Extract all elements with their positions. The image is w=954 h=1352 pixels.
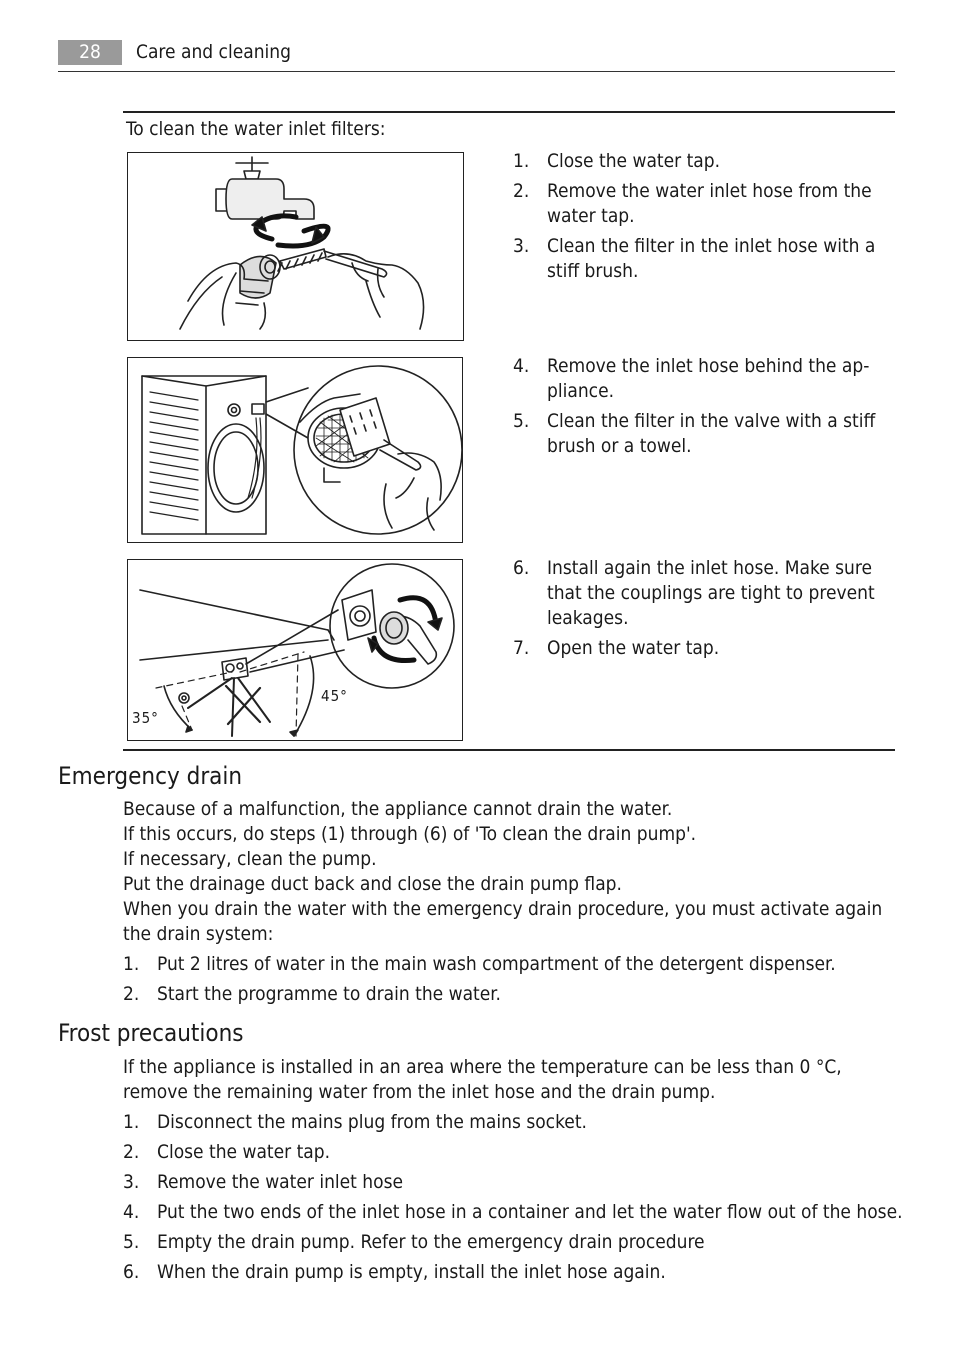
- list-item: 5. Clean the filter in the valve with a stiff brush or a towel.: [513, 410, 876, 457]
- list-item: 3. Clean the filter in the inlet hose with a stiff brush.: [513, 235, 876, 282]
- list-item: 6. Install again the inlet hose. Make sure that the couplings are tight to prevent leakages.: [513, 557, 875, 629]
- list-item: 2. Remove the water inlet hose from the water tap.: [513, 180, 872, 227]
- list-item: 1. Disconnect the mains plug from the mains socket.: [123, 1111, 587, 1133]
- figure-valve-filter-brush: [127, 357, 463, 543]
- paragraph: If necessary, clean the pump.: [123, 848, 377, 870]
- list-item: 1. Put 2 litres of water in the main wash compartment of the detergent dispenser.: [123, 953, 836, 975]
- box-bottom-divider: [123, 749, 895, 751]
- header-divider: [58, 71, 895, 72]
- list-item: 5. Empty the drain pump. Refer to the emergency drain procedure: [123, 1231, 705, 1253]
- frost-precautions-steps: [123, 1110, 903, 1290]
- list-item: 2. Close the water tap.: [123, 1141, 331, 1163]
- frost-precautions-text: [123, 1055, 895, 1105]
- list-item: 6. When the drain pump is empty, install the inlet hose again.: [123, 1261, 666, 1283]
- list-item: 2. Start the programme to drain the water.: [123, 983, 501, 1005]
- list-item: 3. Remove the water inlet hose: [123, 1171, 404, 1193]
- inlet-steps-group-3: [513, 556, 885, 666]
- inlet-steps-group-2: [513, 354, 885, 464]
- angle-label-45: 45°: [321, 687, 348, 705]
- figure-hose-angles: [127, 559, 463, 741]
- emergency-drain-heading: Emergency drain: [58, 762, 243, 790]
- paragraph: Because of a malfunction, the appliance cannot drain the water.: [123, 798, 673, 820]
- inlet-steps-group-1: [513, 149, 885, 289]
- paragraph: If this occurs, do steps (1) through (6) of 'To clean the drain pump'.: [123, 823, 697, 845]
- paragraph: If the appliance is installed in an area where the temperature can be less than 0 °C, remove the remaining water from the inlet hose and the drain pump.: [123, 1056, 842, 1103]
- emergency-drain-steps: [123, 952, 836, 1012]
- list-item: 1. Close the water tap.: [513, 150, 721, 172]
- section-title: Care and cleaning: [136, 41, 291, 63]
- paragraph: When you drain the water with the emergency drain procedure, you must activate again the drain system:: [123, 898, 883, 945]
- angle-label-35: 35°: [132, 709, 159, 727]
- emergency-drain-text: [123, 797, 895, 947]
- list-item: 4. Remove the inlet hose behind the ap- pliance.: [513, 355, 870, 402]
- inlet-filters-intro: To clean the water inlet filters:: [126, 118, 386, 140]
- paragraph: Put the drainage duct back and close the drain pump flap.: [123, 873, 622, 895]
- list-item: 7. Open the water tap.: [513, 637, 720, 659]
- frost-precautions-heading: Frost precautions: [58, 1019, 244, 1047]
- box-top-divider: [123, 111, 895, 113]
- figure-tap-filter-brush: [127, 152, 464, 341]
- page-number: 28: [58, 40, 122, 65]
- list-item: 4. Put the two ends of the inlet hose in a container and let the water flow out of the hose.: [123, 1201, 903, 1223]
